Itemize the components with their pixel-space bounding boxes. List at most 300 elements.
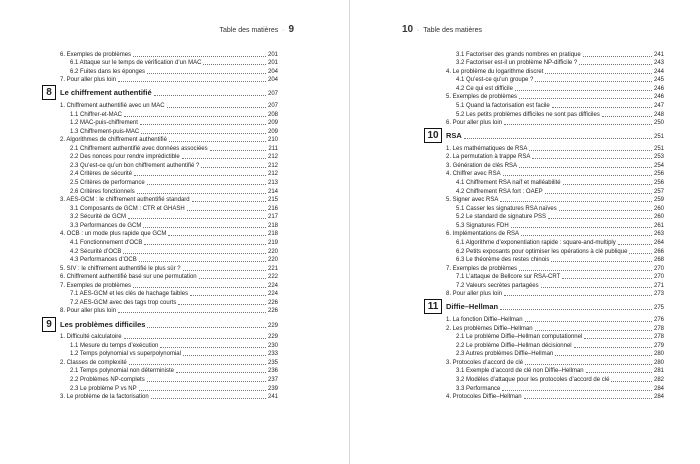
entry-page-number: 251 [653,134,664,141]
entry-title: 1. Difficulté calculatoire [60,334,122,341]
chapter-entry[interactable] [46,315,278,332]
dot-leader [140,124,266,125]
dot-leader [529,150,652,151]
entry-page-number: 257 [653,188,664,195]
toc-entry[interactable] [442,238,664,247]
entry-page-number: 256 [653,171,664,178]
toc-entry[interactable] [442,84,664,93]
toc-entry[interactable] [56,213,278,222]
toc-entry[interactable] [442,256,664,265]
dot-leader [551,261,652,262]
dot-leader [201,167,266,168]
dot-leader [168,235,266,236]
dot-leader [176,372,266,373]
entry-page-number: 246 [653,94,664,101]
entry-title: 1. Chiffrement authentifié avec un MAC [60,102,165,109]
dot-leader [124,338,266,339]
entry-page-number: 244 [653,68,664,75]
chapter-title: RSA [446,131,462,141]
dot-leader [559,210,652,211]
toc-entry[interactable] [56,375,278,384]
entry-page-number: 248 [653,111,664,118]
dot-leader [169,141,266,142]
toc-entry[interactable] [442,161,664,170]
dot-leader [167,107,266,108]
entry-page-number: 207 [267,102,278,109]
dot-leader [611,381,652,382]
entry-page-number: 268 [653,257,664,264]
toc-entry[interactable] [56,204,278,213]
entry-title: 4.1 Fonctionnement d’OCB [70,239,143,246]
dot-leader [210,150,267,151]
entry-page-number: 254 [653,162,664,169]
entry-title: 3. Le problème de la factorisation [60,394,149,401]
toc-entry[interactable] [442,59,664,68]
entry-title: 4.2 Sécurité d’OCB [70,248,122,255]
entry-page-number: 275 [653,305,664,312]
entry-page-number: 271 [653,282,664,289]
toc-entry[interactable] [56,358,278,367]
entry-title: 7. Exemples de problèmes [60,282,132,289]
entry-page-number: 239 [267,385,278,392]
entry-page-number: 241 [267,394,278,401]
entry-title: 2.1 Le problème Diffie–Hellman computationnel [456,334,583,341]
entry-page-number: 279 [653,342,664,349]
dot-leader [144,244,266,245]
dot-leader [515,90,652,91]
entry-title: 2.5 Critères de performance [70,180,145,186]
toc-entry[interactable] [442,367,664,376]
entry-page-number: 201 [267,60,278,67]
toc-entry[interactable] [56,119,278,128]
dot-leader [519,167,652,168]
toc-entry[interactable] [56,187,278,196]
toc-entry[interactable] [56,273,278,282]
dot-leader [541,287,652,288]
entry-title: 1.2 Temps polynomial vs superpolynomial [70,351,181,358]
entry-page-number: 260 [653,205,664,212]
dot-leader [118,81,266,82]
entry-page-number: 260 [653,214,664,221]
entry-page-number: 215 [267,197,278,204]
dot-leader [521,235,652,236]
dot-leader [118,312,266,313]
toc-entry[interactable] [56,196,278,205]
chapter-entry[interactable] [46,84,278,101]
toc-entry[interactable] [56,230,278,239]
chapter-title: Le chiffrement authentifié [60,88,152,98]
entry-page-number: 245 [653,77,664,84]
dot-leader [160,347,266,348]
toc-entry[interactable] [56,350,278,359]
toc-entry[interactable] [56,290,278,299]
entry-page-number: 204 [267,77,278,84]
entry-page-number: 251 [653,145,664,152]
entry-page-number: 263 [653,231,664,238]
toc-entry[interactable] [56,50,278,59]
entry-title: 8. Pour aller plus loin [60,308,117,315]
entry-page-number: 236 [267,368,278,375]
entry-title: 2. La permutation à trappe RSA [446,154,531,161]
dot-leader [178,304,266,305]
entry-page-number: 284 [653,385,664,392]
entry-title: 1.2 MAC-puis-chiffrement [70,120,138,127]
entry-page-number: 212 [267,154,278,161]
entry-page-number: 270 [653,265,664,272]
entry-title: 4.3 Performances d’OCB [70,257,137,264]
entry-title: 1.1 Mesure du temps d’exécution [70,342,159,349]
entry-title: 3.2 Modèles d’attaque pour les protocoles d’accord de clé [456,376,610,383]
toc-entry[interactable] [442,178,664,187]
entry-page-number: 220 [267,248,278,255]
entry-page-number: 281 [653,368,664,375]
entry-title: 2.3 Autres problèmes Diffie–Hellman [456,351,554,358]
entry-title: 6. Chiffrement authentifié basé sur une permutation [60,274,197,281]
dot-leader [504,124,652,125]
toc-entry[interactable] [442,358,664,367]
entry-title: 3. AES-GCM : le chiffrement authentifié standard [60,197,190,204]
toc-entry[interactable] [442,350,664,359]
toc-entry[interactable] [56,76,278,85]
entry-page-number: 247 [653,102,664,109]
toc-entry[interactable] [56,281,278,290]
dot-leader [154,95,266,96]
toc-entry[interactable] [56,127,278,136]
entry-title: 4.1 Qu’est-ce qu’un groupe ? [456,77,534,84]
entry-title: 5. SIV : le chiffrement authentifié le plus sûr ? [60,265,181,272]
entry-page-number: 216 [267,205,278,212]
entry-page-number: 201 [267,51,278,58]
entry-page-number: 278 [653,325,664,332]
toc-entry[interactable] [442,273,664,282]
dot-leader [579,64,652,65]
toc-entry[interactable] [56,384,278,393]
toc-entry[interactable] [56,153,278,162]
toc-entry[interactable] [442,119,664,128]
chapter-entry[interactable] [427,127,664,144]
dot-leader [147,327,266,328]
entry-title: 6.1 Algorithme d’exponentiation rapide : square-and-multiply [456,239,616,246]
toc-entry[interactable] [442,315,664,324]
dot-leader [192,201,266,202]
dot-leader [124,116,266,117]
entry-page-number: 280 [653,359,664,366]
toc-entry[interactable] [56,307,278,316]
dot-leader [500,201,652,202]
entry-page-number: 211 [268,145,278,152]
toc-entry[interactable] [442,221,664,230]
toc-entry[interactable] [442,50,664,59]
toc-entry[interactable] [442,101,664,110]
dot-leader [503,175,652,176]
toc-entry[interactable] [442,110,664,119]
entry-page-number: 253 [653,154,664,161]
entry-title: 5.1 Casser les signatures RSA naïves [456,205,557,212]
toc-entry[interactable] [56,178,278,187]
entry-title: 4. Chiffrer avec RSA [446,171,501,178]
dot-leader [563,184,652,185]
toc-entry[interactable] [56,161,278,170]
chapter-number-badge: 9 [42,317,56,332]
dot-leader [147,73,266,74]
dot-leader [183,270,266,271]
toc-entry[interactable] [56,333,278,342]
dot-leader [525,321,652,322]
entry-title: 7.2 AES-GCM avec des tags trop courts [70,299,177,306]
chapter-number-badge: 8 [42,85,56,100]
toc-entry[interactable] [56,221,278,230]
chapter-title: Les problèmes difficiles [60,319,146,329]
entry-page-number: 278 [653,334,664,341]
entry-title: 6. Pour aller plus loin [446,120,503,127]
toc-entry[interactable] [442,290,664,299]
entry-title: 3. Génération de clés RSA [446,162,518,169]
toc-entry[interactable] [56,144,278,153]
dot-leader [134,175,266,176]
entry-page-number: 229 [267,322,278,329]
page-number: 10 [402,24,414,35]
entry-page-number: 217 [267,214,278,221]
entry-title: 2.3 Qu’est-ce qu’un bon chiffrement authentifié ? [70,162,200,169]
dot-leader [532,158,652,159]
entry-title: 2.2 Le problème Diffie–Hellman décisionnel [456,342,572,349]
entry-title: 4.2 Ce qui est difficile [456,85,513,92]
dot-leader [147,381,266,382]
dot-leader [519,270,652,271]
toc-entry[interactable] [442,76,664,85]
table-of-contents [46,50,278,401]
entry-title: 7.2 Valeurs secrètes partagées [456,282,539,289]
entry-title: 7. Pour aller plus loin [60,77,117,84]
entry-title: 2.2 Des nonces pour rendre imprédictible [70,154,180,161]
entry-title: 2.6 Critères fonctionnels [70,188,135,195]
toc-entry[interactable] [56,67,278,76]
entry-title: 3.1 Factoriser des grands nombres en pratique [456,51,581,58]
toc-entry[interactable] [442,213,664,222]
entry-title: 7. Exemples de problèmes [446,265,518,272]
chapter-number-badge: 11 [424,299,442,314]
dot-leader [147,184,266,185]
entry-page-number: 221 [267,265,278,272]
entry-page-number: 250 [653,120,664,127]
entry-page-number: 218 [267,222,278,229]
entry-title: 2.4 Critères de sécurité [70,171,133,178]
entry-title: 6.3 Le théorème des restes chinois [456,257,550,264]
entry-page-number: 230 [267,342,278,349]
dot-leader [141,133,266,134]
entry-page-number: 207 [267,91,278,98]
dot-leader [525,364,652,365]
dot-leader [183,355,266,356]
toc-entry[interactable] [442,196,664,205]
entry-title: 1.3 Chiffrement-puis-MAC [70,128,140,135]
entry-title: 2.1 Chiffrement authentifié avec données associées [70,145,208,152]
entry-page-number: 209 [267,128,278,135]
header-title: Table des matières [219,27,279,34]
entry-page-number: 282 [653,376,664,383]
toc-entry[interactable] [442,187,664,196]
dot-leader [133,287,266,288]
toc-entry[interactable] [442,393,664,402]
entry-page-number: 222 [267,274,278,281]
toc-entry[interactable] [56,298,278,307]
entry-title: 4.1 Chiffrement RSA naïf et malléabilité [456,180,561,186]
dot-leader [203,64,266,65]
chapter-entry[interactable] [427,298,664,315]
entry-page-number: 213 [267,180,278,186]
entry-title: 6. Exemples de problèmes [60,51,132,58]
toc-entry[interactable] [442,247,664,256]
entry-page-number: 280 [653,351,664,358]
entry-title: 6. Implémentations de RSA [446,231,520,238]
entry-page-number: 264 [653,239,664,246]
entry-title: 3. Protocoles d’accord de clé [446,359,524,366]
toc-entry[interactable] [56,101,278,110]
entry-page-number: 218 [267,231,278,238]
dot-leader [586,372,652,373]
toc-entry[interactable] [56,393,278,402]
entry-title [46,85,152,100]
entry-title: 5. Exemples de problèmes [446,94,518,101]
dot-leader [602,116,652,117]
entry-page-number: 224 [267,282,278,289]
toc-entry[interactable] [56,59,278,68]
entry-title: 5.2 Le standard de signature PSS [456,214,547,221]
entry-page-number: 214 [267,188,278,195]
toc-entry[interactable] [442,264,664,273]
dot-leader [504,295,652,296]
entry-title: 6.1 Attaque sur le temps de vérification d’un MAC [70,60,202,67]
entry-title: 5.1 Quand la factorisation est facile [456,102,550,109]
entry-title: 6.2 Petits exposants pour optimiser les opérations à clé publique [456,248,628,255]
toc-entry[interactable] [56,367,278,376]
entry-title: 5. Signer avec RSA [446,197,499,204]
toc-entry[interactable] [442,93,664,102]
entry-page-number: 241 [653,51,664,58]
dot-leader [618,244,652,245]
entry-page-number: 209 [267,120,278,127]
entry-page-number: 266 [653,248,664,255]
dot-leader [535,330,652,331]
dot-leader [500,309,652,310]
entry-page-number: 226 [267,308,278,315]
header-title: Table des matières [423,27,483,34]
dot-leader [139,390,266,391]
toc-entry[interactable] [442,230,664,239]
dot-leader [555,355,652,356]
entry-title: 2. Classes de complexité [60,359,127,366]
toc-entry[interactable] [442,384,664,393]
entry-title: 3.2 Factoriser est-il un problème NP-difficile ? [456,60,578,67]
entry-title [427,128,462,143]
entry-page-number: 246 [653,85,664,92]
entry-page-number: 259 [653,197,664,204]
toc-entry[interactable] [56,170,278,179]
entry-page-number: 219 [267,239,278,246]
entry-page-number: 204 [267,68,278,75]
toc-entry[interactable] [442,144,664,153]
toc-entry[interactable] [56,247,278,256]
entry-title: 5.3 Signatures FDH [456,222,509,229]
entry-title: 3.1 Exemple d’accord de clé non Diffie–Hellman [456,368,584,375]
entry-page-number: 210 [267,137,278,144]
entry-page-number: 212 [267,162,278,169]
entry-page-number: 235 [267,359,278,366]
entry-title [427,299,499,314]
header-separator-icon: ◦ [417,28,420,34]
toc-entry[interactable] [442,375,664,384]
entry-page-number: 229 [267,334,278,341]
entry-title: 3.1 Composants de GCM : CTR et GHASH [70,205,185,212]
dot-leader [552,107,652,108]
toc-entry[interactable] [442,67,664,76]
toc-entry[interactable] [442,281,664,290]
toc-entry[interactable] [56,256,278,265]
toc-entry[interactable] [442,324,664,333]
dot-leader [524,398,652,399]
chapter-title: Diffie–Hellman [446,302,499,312]
dot-leader [187,210,266,211]
toc-entry[interactable] [442,170,664,179]
dot-leader [137,193,266,194]
toc-entry[interactable] [56,238,278,247]
dot-leader [583,56,652,57]
dot-leader [123,253,266,254]
dot-leader [519,98,652,99]
entry-page-number: 237 [267,376,278,383]
table-of-contents [427,50,664,401]
dot-leader [629,253,652,254]
entry-title: 2.1 Temps polynomial non déterministe [70,368,174,375]
toc-entry[interactable] [56,341,278,350]
page-number: 9 [288,24,294,35]
dot-leader [535,81,652,82]
dot-leader [502,390,652,391]
toc-entry[interactable] [442,341,664,350]
entry-page-number: 284 [653,394,664,401]
entry-title: 2. Algorithmes de chiffrement authentifié [60,137,167,144]
entry-page-number: 233 [267,351,278,358]
dot-leader [182,158,266,159]
page-header [220,24,294,35]
entry-page-number: 212 [267,171,278,178]
dot-leader [548,218,652,219]
dot-leader [190,295,266,296]
toc-entry[interactable] [56,136,278,145]
dot-leader [511,227,652,228]
toc-entry[interactable] [442,204,664,213]
toc-entry[interactable] [442,333,664,342]
toc-entry[interactable] [56,264,278,273]
header-separator-icon: ◦ [282,28,285,34]
right-page [350,0,700,464]
entry-page-number: 224 [267,291,278,298]
entry-page-number: 276 [653,317,664,323]
entry-title: 8. Pour aller plus loin [446,291,503,298]
entry-title: 3.3 Performance [456,385,501,392]
toc-entry[interactable] [56,110,278,119]
entry-title: 2.3 Le problème P vs NP [70,385,137,392]
dot-leader [574,347,652,348]
dot-leader [562,278,652,279]
entry-title: 4. Le problème du logarithme discret [446,68,544,75]
entry-title: 1. Les mathématiques de RSA [446,145,528,152]
dot-leader [464,138,652,139]
entry-page-number: 270 [653,274,664,281]
entry-page-number: 220 [267,257,278,264]
toc-entry[interactable] [442,153,664,162]
dot-leader [545,73,652,74]
